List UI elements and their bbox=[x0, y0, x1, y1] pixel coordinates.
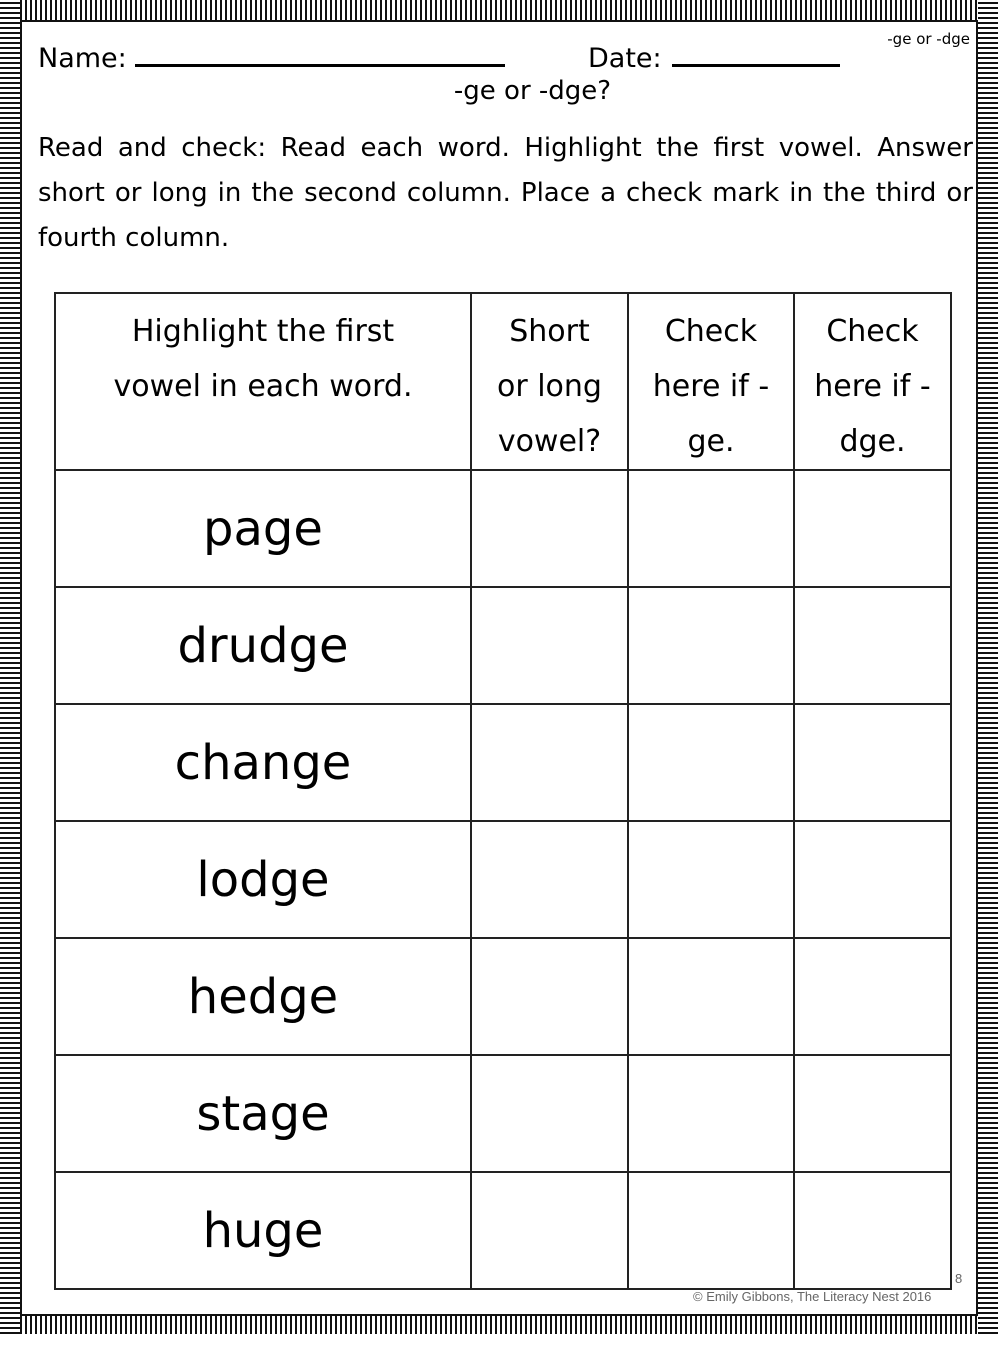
decorative-border-left bbox=[0, 0, 20, 1334]
corner-topic-label: -ge or -dge bbox=[887, 30, 970, 48]
date-label: Date: bbox=[588, 43, 662, 74]
word-cell: huge bbox=[55, 1172, 471, 1289]
short-long-answer-cell[interactable] bbox=[471, 938, 628, 1055]
header-check-dge: Check here if -dge. bbox=[794, 293, 951, 470]
decorative-border-right bbox=[978, 0, 998, 1334]
instructions-text: Read and check: Read each word. Highlight the first vowel. Answer short or long in the second column. Place a check mark in the third or fourth column. bbox=[38, 133, 973, 253]
table-row bbox=[55, 704, 951, 821]
check-dge-cell[interactable] bbox=[794, 587, 951, 704]
table-row bbox=[55, 1055, 951, 1172]
header-short-long: Short or long vowel? bbox=[471, 293, 628, 470]
word-cell: change bbox=[55, 704, 471, 821]
date-field-row bbox=[588, 40, 840, 74]
check-dge-cell[interactable] bbox=[794, 470, 951, 587]
check-ge-cell[interactable] bbox=[628, 704, 794, 821]
table-row bbox=[55, 587, 951, 704]
check-dge-cell[interactable] bbox=[794, 938, 951, 1055]
check-dge-cell[interactable] bbox=[794, 821, 951, 938]
check-dge-cell[interactable] bbox=[794, 1055, 951, 1172]
name-label: Name: bbox=[38, 43, 127, 74]
short-long-answer-cell[interactable] bbox=[471, 1172, 628, 1289]
header-check-ge: Check here if -ge. bbox=[628, 293, 794, 470]
header-highlight-vowel: Highlight the first vowel in each word. bbox=[55, 293, 471, 470]
page-number: 8 bbox=[955, 1271, 963, 1286]
short-long-answer-cell[interactable] bbox=[471, 704, 628, 821]
worksheet-table bbox=[54, 292, 952, 1290]
short-long-answer-cell[interactable] bbox=[471, 470, 628, 587]
word-cell: lodge bbox=[55, 821, 471, 938]
check-ge-cell[interactable] bbox=[628, 470, 794, 587]
check-ge-cell[interactable] bbox=[628, 587, 794, 704]
name-field-row bbox=[38, 40, 505, 74]
short-long-answer-cell[interactable] bbox=[471, 821, 628, 938]
check-ge-cell[interactable] bbox=[628, 1172, 794, 1289]
check-ge-cell[interactable] bbox=[628, 938, 794, 1055]
copyright-footer: © Emily Gibbons, The Literacy Nest 2016 bbox=[693, 1289, 932, 1304]
word-cell: drudge bbox=[55, 587, 471, 704]
table-row bbox=[55, 1172, 951, 1289]
short-long-answer-cell[interactable] bbox=[471, 587, 628, 704]
table-row bbox=[55, 821, 951, 938]
check-ge-cell[interactable] bbox=[628, 821, 794, 938]
check-ge-cell[interactable] bbox=[628, 1055, 794, 1172]
worksheet-subtitle: -ge or -dge? bbox=[453, 76, 612, 106]
word-cell: hedge bbox=[55, 938, 471, 1055]
word-cell: stage bbox=[55, 1055, 471, 1172]
check-dge-cell[interactable] bbox=[794, 1172, 951, 1289]
word-cell: page bbox=[55, 470, 471, 587]
short-long-answer-cell[interactable] bbox=[471, 1055, 628, 1172]
check-dge-cell[interactable] bbox=[794, 704, 951, 821]
decorative-border-top bbox=[0, 0, 1000, 20]
decorative-border-bottom bbox=[0, 1316, 1000, 1334]
table-row bbox=[55, 470, 951, 587]
table-row bbox=[55, 938, 951, 1055]
name-blank-line[interactable] bbox=[135, 40, 505, 67]
date-blank-line[interactable] bbox=[672, 40, 840, 67]
